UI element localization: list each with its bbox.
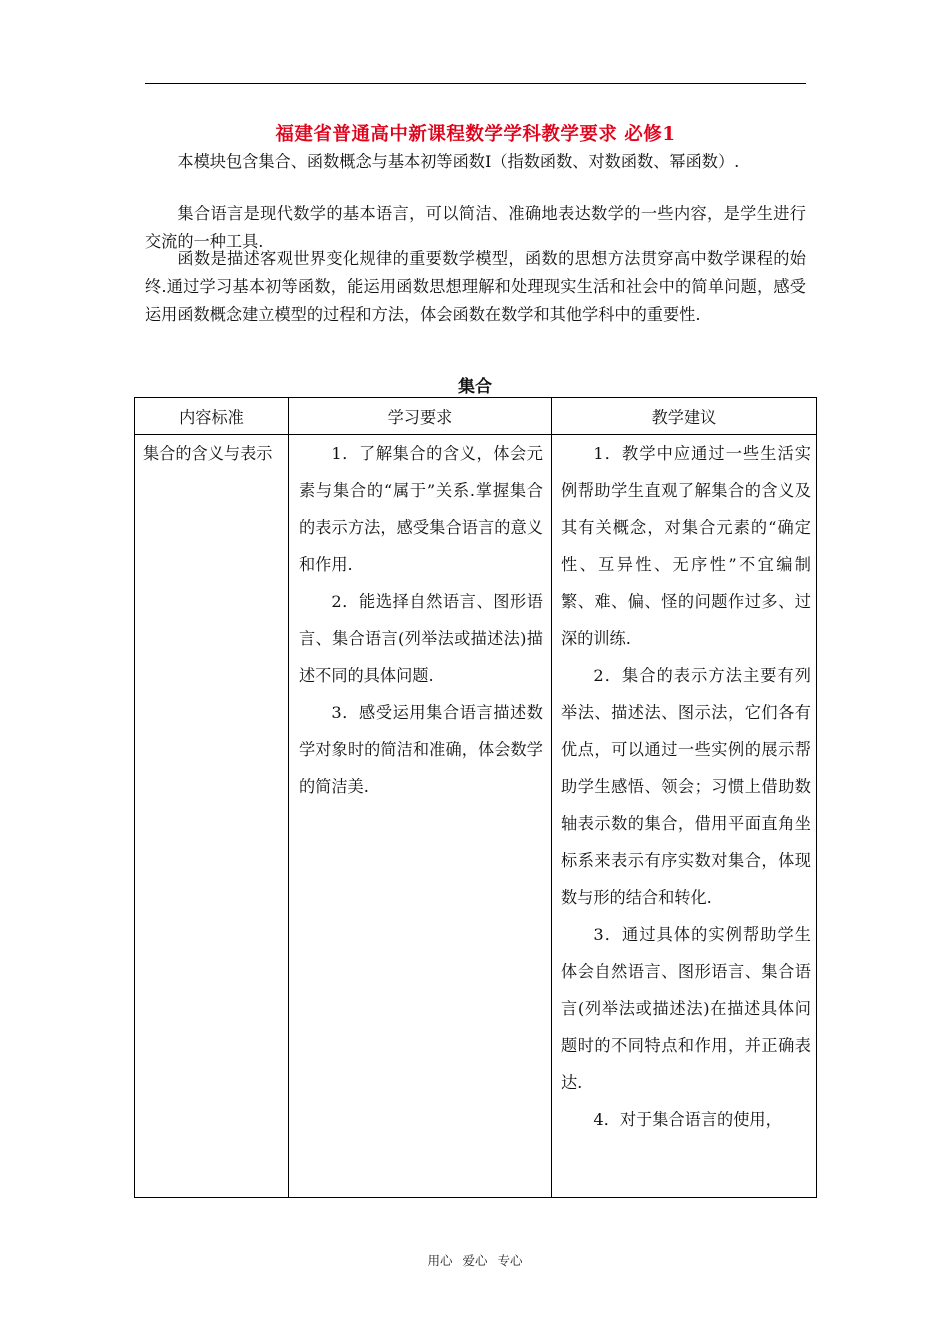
requirement-item: 1．了解集合的含义，体会元素与集合的“属于”关系.掌握集合的表示方法，感受集合语言的意义和作用. xyxy=(299,444,543,574)
suggestion-item: 3．通过具体的实例帮助学生体会自然语言、图形语言、集合语言(列举法或描述法)在描述具体问题时的不同特点和作用，并正确表达. xyxy=(561,925,811,1092)
header-rule xyxy=(145,83,806,84)
requirement-item: 3．感受运用集合语言描述数学对象时的简洁和准确，体会数学的简洁美. xyxy=(299,703,543,796)
table-header-row xyxy=(135,398,817,435)
content-standard-text: 集合的含义与表示 xyxy=(143,444,273,463)
suggestion-item: 1．教学中应通过一些生活实例帮助学生直观了解集合的含义及其有关概念，对集合元素的“确定性、互异性、无序性”不宜编制繁、难、偏、怪的问题作过多、过深的训练. xyxy=(561,444,811,648)
intro-paragraph-3: 函数是描述客观世界变化规律的重要数学模型，函数的思想方法贯穿高中数学课程的始终.通过学习基本初等函数，能运用函数思想理解和处理现实生活和社会中的简单问题，感受运用函数概念建立模型的过程和方法，体会函数在数学和其他学科中的重要性. xyxy=(145,249,806,324)
intro-paragraph-2: 集合语言是现代数学的基本语言，可以简洁、准确地表达数学的一些内容，是学生进行交流的一种工具. xyxy=(145,204,806,251)
header-content-standard: 内容标准 xyxy=(135,398,289,435)
table-row xyxy=(135,435,817,1198)
suggestion-item: 4．对于集合语言的使用， xyxy=(593,1110,782,1129)
document-title: 福建省普通高中新课程数学学科教学要求 必修1 xyxy=(275,124,676,145)
requirements-table xyxy=(134,397,817,1198)
learning-requirements-cell xyxy=(289,435,552,1198)
suggestion-item: 2．集合的表示方法主要有列举法、描述法、图示法，它们各有优点，可以通过一些实例的展示帮助学生感悟、领会；习惯上借助数轴表示数的集合，借用平面直角坐标系来表示有序实数对集合，体现数与形的结合和转化. xyxy=(561,666,811,907)
intro-paragraph-1: 本模块包含集合、函数概念与基本初等函数Ⅰ（指数函数、对数函数、幂函数）. xyxy=(177,152,740,171)
table-caption: 集合 xyxy=(458,377,492,397)
requirement-item: 2．能选择自然语言、图形语言、集合语言(列举法或描述法)描述不同的具体问题. xyxy=(299,592,543,685)
header-teaching-suggestions: 教学建议 xyxy=(552,398,817,435)
content-standard-cell xyxy=(135,435,289,1198)
header-learning-requirements: 学习要求 xyxy=(289,398,552,435)
page-footer: 用心 爱心 专心 xyxy=(427,1253,523,1268)
teaching-suggestions-cell xyxy=(552,435,817,1198)
